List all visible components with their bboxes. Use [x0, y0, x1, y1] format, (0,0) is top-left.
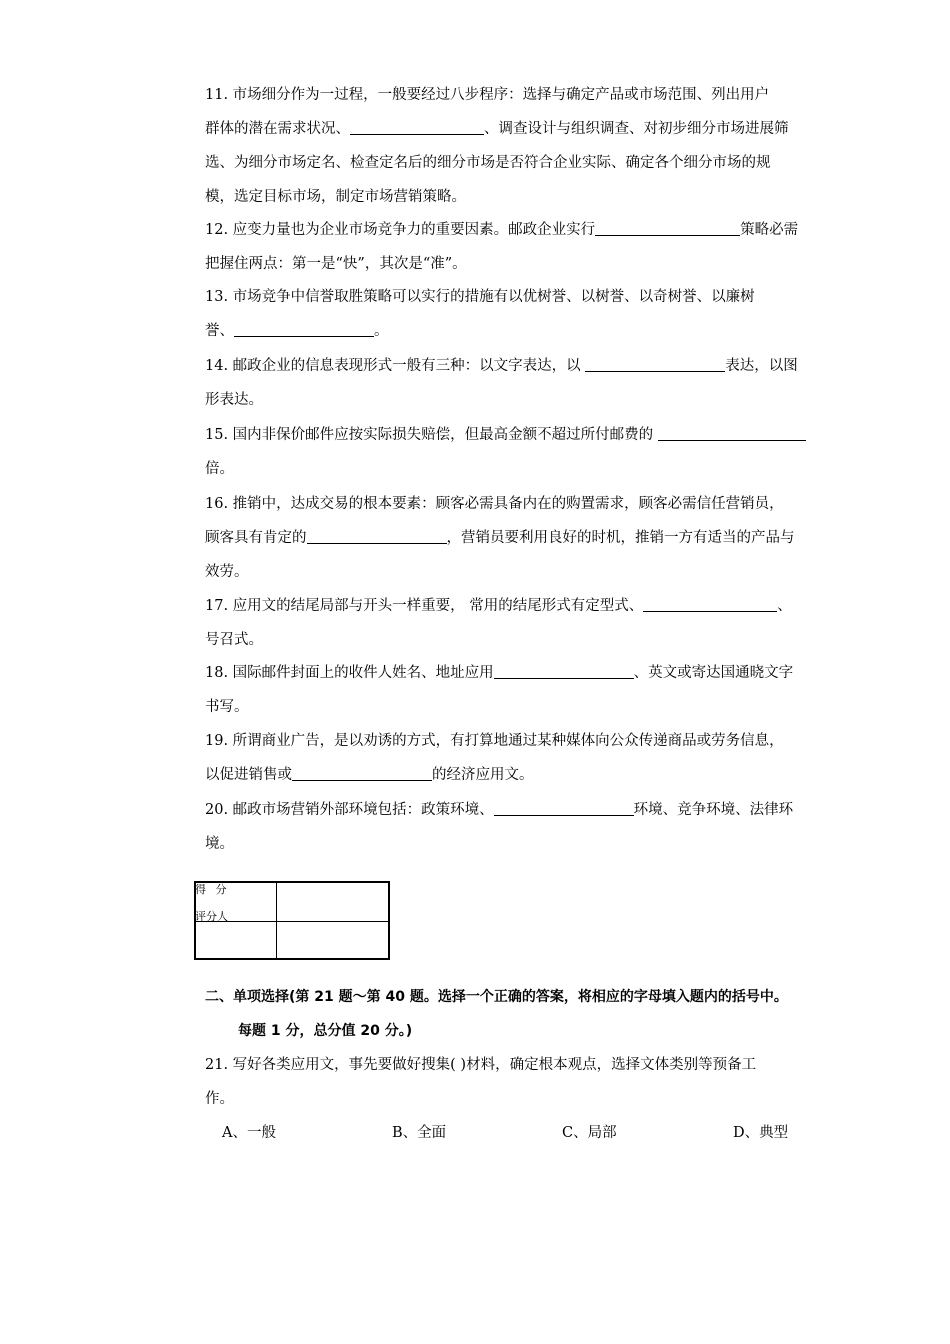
question-21-options — [222, 1118, 862, 1148]
question-12 — [205, 213, 865, 281]
question-text: 18. 国际邮件封面上的收件人姓名、地址应用 — [205, 665, 494, 681]
answer-blank[interactable] — [350, 118, 484, 135]
option-b[interactable]: B、全面 — [392, 1125, 447, 1141]
question-text: 。 — [374, 323, 389, 339]
question-14 — [205, 349, 865, 417]
question-13 — [205, 280, 865, 348]
question-text: 环境、竞争环境、法律环 — [633, 802, 794, 818]
section-heading: 二、单项选择(第 21 题～第 40 题。选择一个正确的答案，将相应的字母填入题内的括号中。 — [205, 989, 788, 1005]
option-c[interactable]: C、局部 — [562, 1125, 617, 1141]
question-text: 11. 市场细分作为一过程，一般要经过八步程序：选择与确定产品或市场范围、列出用户 — [205, 87, 770, 103]
question-text: 13. 市场竞争中信誉取胜策略可以实行的措施有以优树誉、以树誉、以奇树誉、以廉树 — [205, 289, 755, 305]
question-text: 20. 邮政市场营销外部环境包括：政策环境、 — [205, 802, 494, 818]
question-20 — [205, 793, 865, 861]
question-text: 15. 国内非保价邮件应按实际损失赔偿，但最高金额不超过所付邮费的 — [205, 427, 658, 443]
question-16 — [205, 487, 865, 589]
score-label: 得 分 — [195, 883, 230, 896]
question-text: 号召式。 — [205, 632, 263, 648]
question-text: 表达，以图 — [725, 358, 798, 374]
question-text: 、 — [777, 598, 792, 614]
question-17 — [205, 589, 865, 657]
question-15 — [205, 418, 865, 486]
question-text: 形表达。 — [205, 392, 263, 408]
question-text: 14. 邮政企业的信息表现形式一般有三种：以文字表达，以 — [205, 358, 586, 374]
question-text: 境。 — [205, 836, 234, 852]
question-21 — [205, 1048, 865, 1116]
question-text: 策略必需 — [740, 222, 799, 238]
question-text: 把握住两点：第一是“快”，其次是“准”。 — [205, 256, 467, 272]
answer-blank[interactable] — [643, 595, 777, 612]
option-d[interactable]: D、典型 — [733, 1125, 789, 1141]
question-text: 顾客具有肯定的 — [205, 530, 307, 546]
section-heading-cont: 每题 1 分，总分值 20 分。) — [238, 1023, 413, 1039]
question-19 — [205, 724, 865, 792]
question-text: ，营销员要利用良好的时机，推销一方有适当的产品与 — [446, 530, 795, 546]
question-text: 、调查设计与组织调查、对初步细分市场进展筛 — [484, 121, 789, 137]
question-11 — [205, 78, 865, 214]
question-text: 作。 — [205, 1091, 234, 1107]
question-text: 以促进销售或 — [205, 767, 292, 783]
answer-blank[interactable] — [585, 355, 725, 372]
question-text: 群体的潜在需求状况、 — [205, 121, 350, 137]
question-text: 书写。 — [205, 699, 249, 715]
option-a[interactable]: A、一般 — [222, 1125, 276, 1141]
score-table — [194, 881, 390, 960]
question-text: 的经济应用文。 — [432, 767, 534, 783]
answer-blank[interactable] — [658, 424, 806, 441]
answer-blank[interactable] — [595, 219, 740, 236]
question-text: 21. 写好各类应用文，事先要做好搜集( )材料，确定根本观点，选择文体类别等预备工 — [205, 1057, 757, 1073]
question-text: 、英文或寄达国通晓文字 — [633, 665, 794, 681]
question-text: 12. 应变力量也为企业市场竞争力的重要因素。邮政企业实行 — [205, 222, 596, 238]
question-text: 倍。 — [205, 461, 234, 477]
question-text: 模，选定目标市场，制定市场营销策略。 — [205, 189, 466, 205]
score-cell[interactable] — [277, 883, 388, 921]
grader-cell[interactable] — [277, 922, 388, 958]
question-18 — [205, 656, 865, 724]
question-text: 16. 推销中，达成交易的根本要素：顾客必需具备内在的购置需求，顾客必需信任营销员， — [205, 496, 784, 512]
question-text: 19. 所谓商业广告，是以劝诱的方式，有打算地通过某种媒体向公众传递商品或劳务信息， — [205, 733, 784, 749]
question-text: 选、为细分市场定名、检查定名后的细分市场是否符合企业实际、确定各个细分市场的规 — [205, 155, 771, 171]
grader-label: 评分人 — [195, 910, 228, 923]
answer-blank[interactable] — [234, 320, 374, 337]
question-text: 誉、 — [205, 323, 234, 339]
answer-blank[interactable] — [292, 764, 432, 781]
answer-blank[interactable] — [494, 662, 634, 679]
question-text: 17. 应用文的结尾局部与开头一样重要， 常用的结尾形式有定型式、 — [205, 598, 644, 614]
answer-blank[interactable] — [307, 527, 447, 544]
answer-blank[interactable] — [494, 799, 634, 816]
question-text: 效劳。 — [205, 564, 249, 580]
